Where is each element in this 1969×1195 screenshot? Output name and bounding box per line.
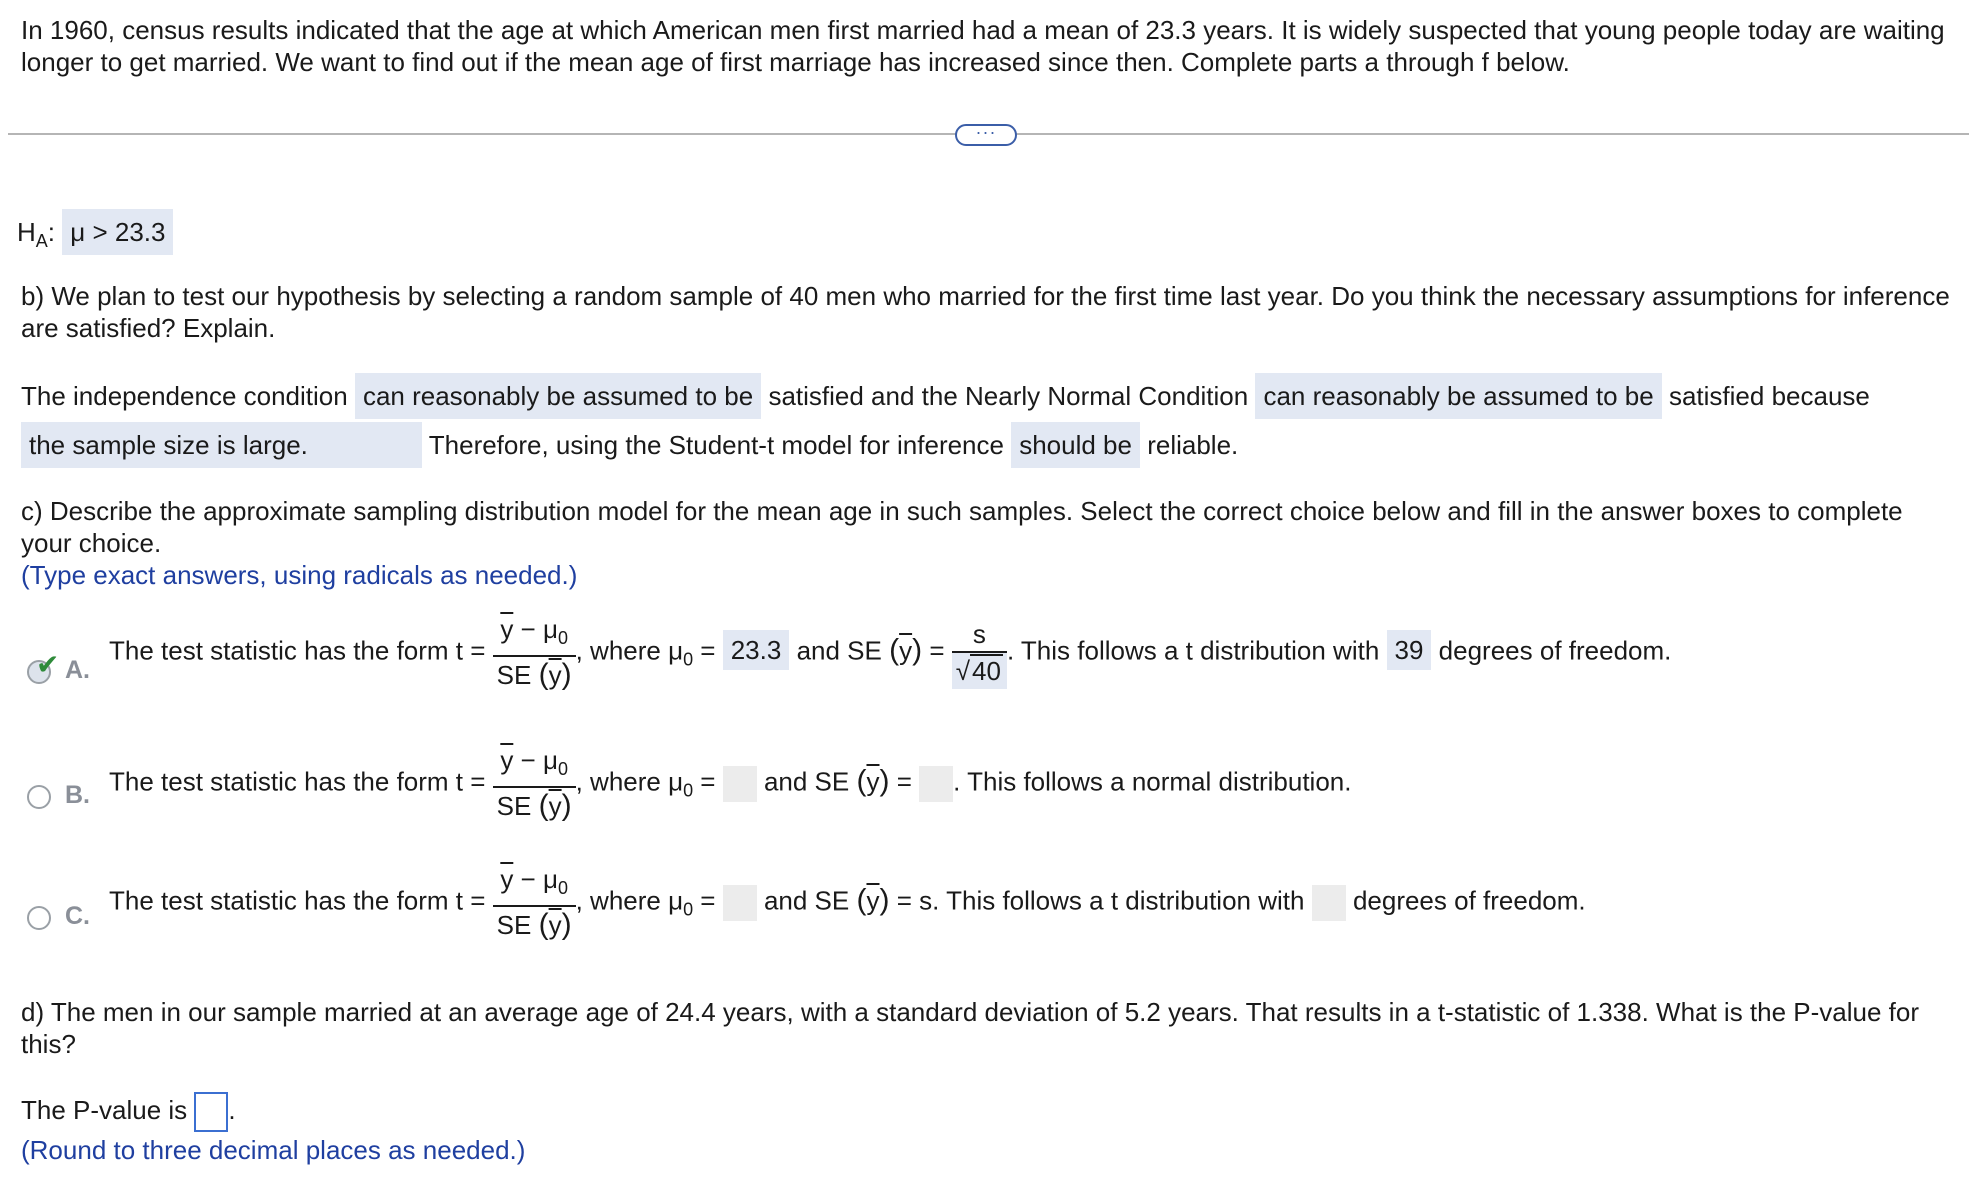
ha-answer[interactable]: μ > 23.3 bbox=[62, 209, 173, 255]
part-b-answer-line1: The independence condition can reasonably be assumed to be satisfied and the Nearly Normal Condition can reasonably be assumed to be satisfied because bbox=[21, 373, 1870, 419]
part-d-hint: (Round to three decimal places as needed.) bbox=[21, 1135, 526, 1165]
choice-b[interactable]: B. The test statistic has the form t = $\frac{\overline{y} - \mu_0}{SE (\overline{y})}$ , where $\mu_0$ = and SE $(\overline{y})$ = . This follows a normal distribution. bbox=[22, 743, 1622, 853]
df-answer-box[interactable]: 39 bbox=[1387, 630, 1432, 670]
checkmark-icon: ✔ bbox=[36, 649, 60, 680]
part-d-question: d) The men in our sample married at an average age of 24.4 years, with a standard deviation of 5.2 years. That results in a t-statistic of 1.338. What is the P-value for this? bbox=[21, 997, 1920, 1059]
choice-c-radio[interactable] bbox=[27, 906, 51, 930]
choice-c[interactable]: C. The test statistic has the form t = $\frac{\overline{y} - \mu_0}{SE (\overline{y})}$ , where $\mu_0$ = and SE $(\overline{y}) = s$. This follows a t distribution with degrees of freedom. bbox=[22, 862, 1622, 972]
choice-b-radio[interactable] bbox=[27, 785, 51, 809]
independence-dropdown[interactable]: can reasonably be assumed to be bbox=[355, 373, 761, 419]
mu0-answer-box[interactable]: 23.3 bbox=[723, 630, 790, 670]
alternative-hypothesis: $H_A$: μ > 23.3 bbox=[17, 209, 173, 255]
reason-dropdown[interactable]: the sample size is large. bbox=[21, 422, 422, 468]
se-answer-box[interactable]: 40 bbox=[972, 655, 1001, 686]
se-fraction: $\frac{s}{√40}$ bbox=[952, 617, 1007, 689]
part-b-question: b) We plan to test our hypothesis by selecting a random sample of 40 men who married for the first time last year. Do you think the necessary assumptions for inference are satisfied? Explain. bbox=[21, 281, 1950, 343]
part-b-answer-line2: the sample size is large. Therefore, using the Student-t model for inference should be reliable. bbox=[21, 422, 1238, 468]
nearly-normal-dropdown[interactable]: can reasonably be assumed to be bbox=[1255, 373, 1661, 419]
choice-b-mu0-input[interactable] bbox=[723, 766, 757, 802]
expand-more-button[interactable]: ··· bbox=[955, 124, 1017, 146]
problem-intro: In 1960, census results indicated that the age at which American men first married had a mean of 23.3 years. It is widely suspected that young people today are waiting longer to get married. We want to find out if the mean age of first marriage has increased since then. Complete parts a through f below. bbox=[21, 15, 1945, 77]
choice-c-mu0-input[interactable] bbox=[723, 885, 757, 921]
p-value-line: The P-value is . bbox=[21, 1090, 236, 1132]
sqrt-icon: √40 bbox=[955, 655, 1001, 686]
reliability-dropdown[interactable]: should be bbox=[1011, 422, 1140, 468]
choice-a[interactable]: ✔ A. The test statistic has the form t = $\frac{\overline{y} - \mu_0}{SE (\overline{y})}$ , where $\mu_0 = 23.3$ and SE $(\overline{y})$ = $\frac{s}{√40}$ . This follows a t distribution with 39 degrees of freedom. bbox=[22, 612, 1722, 722]
t-statistic-fraction: $\frac{\overline{y} - \mu_0}{SE (\overline{y})}$ bbox=[493, 612, 576, 693]
choice-b-se-input[interactable] bbox=[919, 766, 953, 802]
choice-c-df-input[interactable] bbox=[1312, 885, 1346, 921]
part-c-question: c) Describe the approximate sampling distribution model for the mean age in such samples. Select the correct choice below and fill in the answer boxes to complete your choice. bbox=[21, 496, 1903, 558]
part-c-hint: (Type exact answers, using radicals as needed.) bbox=[21, 560, 578, 590]
p-value-input[interactable] bbox=[194, 1092, 228, 1132]
